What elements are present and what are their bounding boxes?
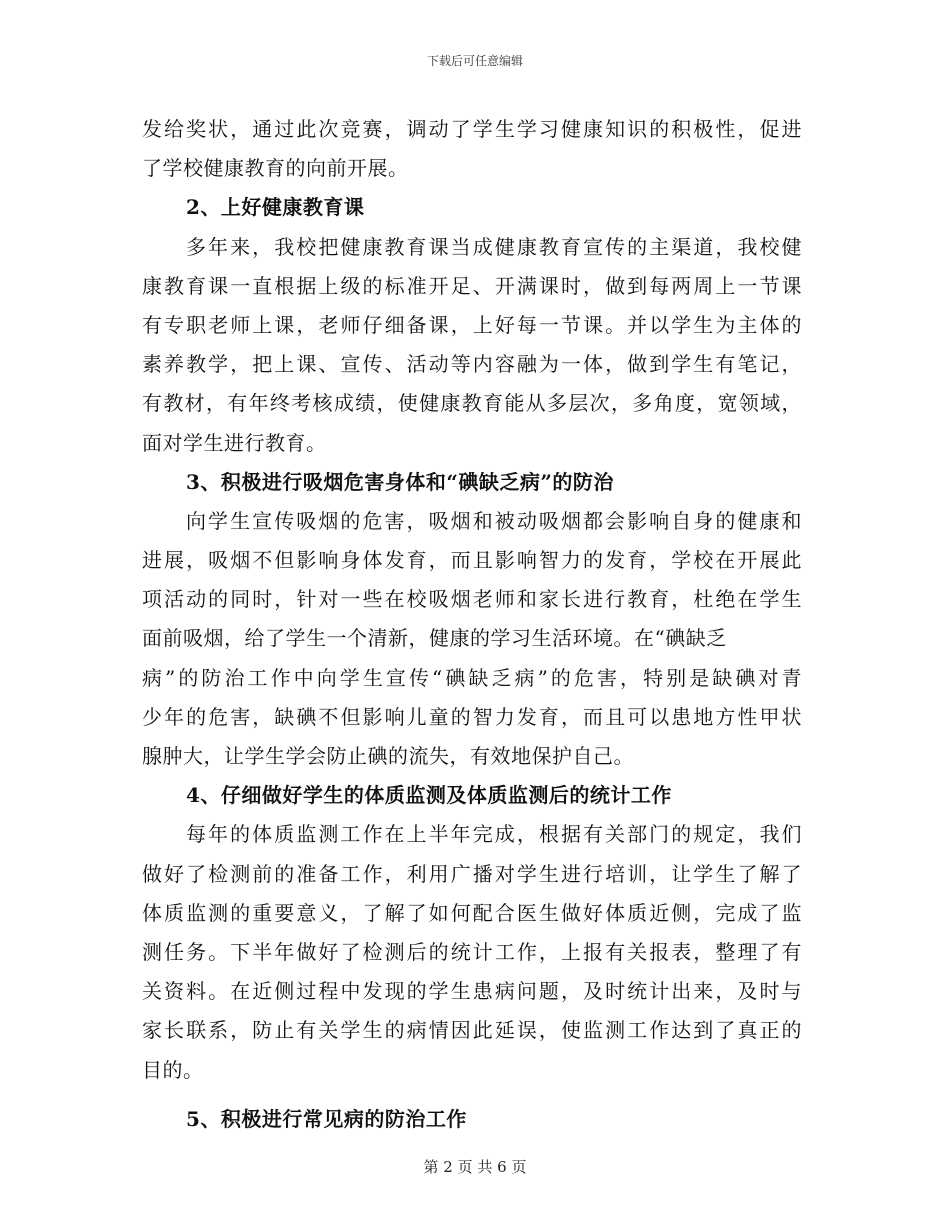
paragraph-line: 面对学生进行教育。 (142, 430, 327, 455)
paragraph-line: 了学校健康教育的向前开展。 (142, 156, 409, 181)
paragraph-line: 关资料。在近侧过程中发现的学生患病问题，及时统计出来，及时与 (142, 979, 802, 1004)
section-heading: 4、仔细做好学生的体质监测及体质监测后的统计工作 (186, 783, 672, 808)
paragraph-line: 向学生宣传吸烟的危害，吸烟和被动吸烟都会影响自身的健康和 (186, 508, 802, 533)
paragraph-line: 有专职老师上课，老师仔细备课，上好每一节课。并以学生为主体的 (142, 312, 802, 337)
paragraph-line: 病”的防治工作中向学生宣传“碘缺乏病”的危害，特别是缺碘对青 (142, 665, 802, 690)
paragraph-line: 发给奖状，通过此次竞赛，调动了学生学习健康知识的积极性，促进 (142, 117, 802, 141)
section-heading: 3、积极进行吸烟危害身体和“碘缺乏病”的防治 (186, 469, 614, 494)
paragraph-line: 进展，吸烟不但影响身体发育，而且影响智力的发育，学校在开展此 (142, 548, 802, 573)
paragraph-line: 有教材，有年终考核成绩，使健康教育能从多层次，多角度，宽领域， (142, 391, 802, 416)
paragraph-line: 康教育课一直根据上级的标准开足、开满课时，做到每两周上一节课 (142, 273, 802, 298)
paragraph-line: 腺肿大，让学生学会防止碘的流失，有效地保护自己。 (142, 744, 634, 768)
paragraph-line: 体质监测的重要意义，了解了如何配合医生做好体质近侧，完成了监 (142, 900, 802, 925)
section-heading: 2、上好健康教育课 (186, 195, 365, 220)
section-heading: 5、积极进行常见病的防治工作 (186, 1106, 467, 1131)
page-header-note: 下载后可任意编辑 (426, 54, 523, 68)
paragraph-line: 少年的危害，缺碘不但影响儿童的智力发育，而且可以患地方性甲状 (142, 704, 802, 729)
paragraph-line: 项活动的同时，针对一些在校吸烟老师和家长进行教育，杜绝在学生 (142, 587, 802, 612)
page-footer: 第 2 页 共 6 页 (423, 1158, 527, 1176)
paragraph-line: 目的。 (142, 1057, 204, 1082)
paragraph-line: 做好了检测前的准备工作，利用广播对学生进行培训，让学生了解了 (142, 861, 802, 886)
paragraph-line: 多年来，我校把健康教育课当成健康教育宣传的主渠道，我校健 (186, 234, 802, 259)
paragraph-line: 测任务。下半年做好了检测后的统计工作，上报有关报表，整理了有 (142, 939, 802, 964)
paragraph-line: 每年的体质监测工作在上半年完成，根据有关部门的规定，我们 (186, 822, 802, 847)
document-body (142, 110, 802, 1139)
paragraph-line: 面前吸烟，给了学生一个清新，健康的学习生活环境。在“碘缺乏 (142, 626, 727, 651)
paragraph-line: 素养教学，把上课、宣传、活动等内容融为一体，做到学生有笔记， (142, 352, 802, 377)
paragraph-line: 家长联系，防止有关学生的病情因此延误，使监测工作达到了真正的 (142, 1018, 802, 1043)
